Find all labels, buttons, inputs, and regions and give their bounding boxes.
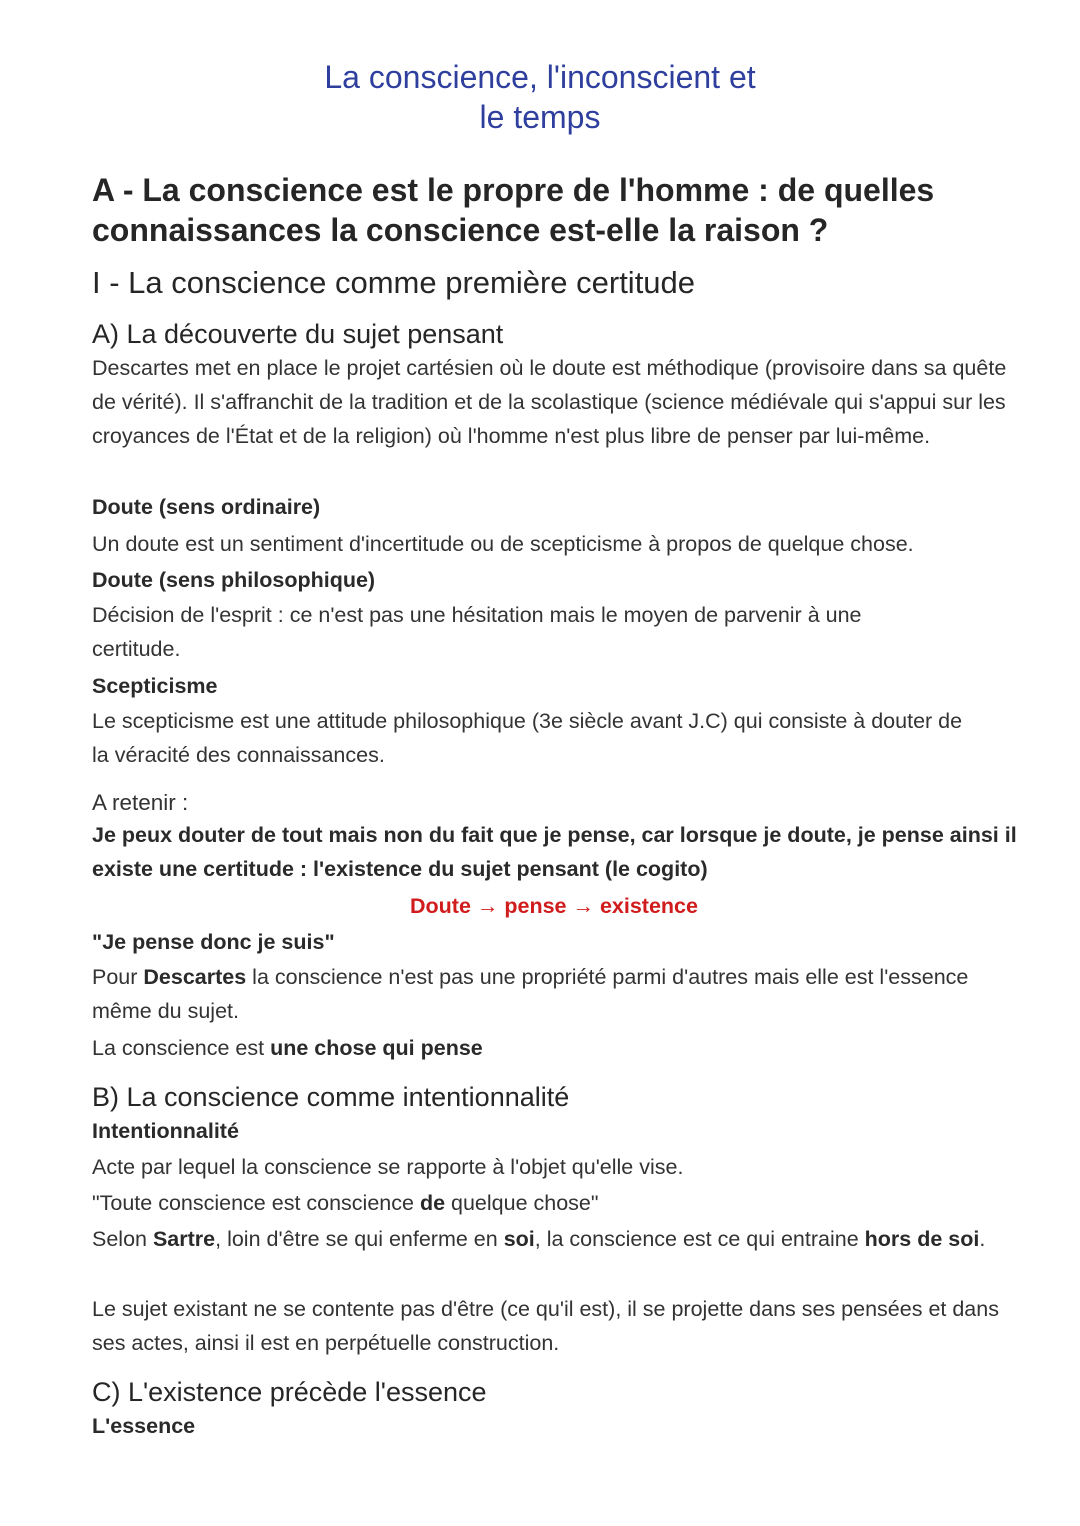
part-i-heading: I - La conscience comme première certitude [92, 265, 696, 300]
descartes-intro-paragraph: Descartes met en place le projet cartésien où le doute est méthodique (provisoire dans sa quête de vérité). Il s'affranchit de la tradition et de la scolastique (science médiévale qui s'appui sur les croyances de l'État et de la religion) où l'homme n'est plus libre de penser par lui-même. [92, 356, 1007, 448]
doute-ordinaire-term: Doute (sens ordinaire) [92, 495, 321, 519]
descartes-name: Descartes [143, 965, 247, 989]
scepticisme-term: Scepticisme [92, 674, 218, 698]
doute-philosophique-definition: Décision de l'esprit : ce n'est pas une hésitation mais le moyen de parvenir à une certitude. [92, 603, 862, 661]
document-title-line2: le temps [479, 99, 601, 135]
retenir-text: Je peux douter de tout mais non du fait que je pense, car lorsque je doute, je pense ainsi il existe une certitude : l'existence du sujet pensant (le cogito) [92, 823, 1017, 881]
chose-qui-pense-line: La conscience est une chose qui pense [92, 1036, 483, 1060]
document-title-line1: La conscience, l'inconscient et [324, 59, 756, 95]
section-a-heading: A - La conscience est le propre de l'homme : de quelles connaissances la conscience est-elle la raison ? [92, 172, 935, 248]
doute-philosophique-term: Doute (sens philosophique) [92, 568, 376, 592]
subsection-c-heading: C) L'existence précède l'essence [92, 1377, 487, 1407]
scepticisme-definition: Le scepticisme est une attitude philosophique (3e siècle avant J.C) qui consiste à douter de la véracité des connaissances. [92, 709, 963, 767]
doute-pense-existence-chain: Doute → pense → existence [410, 894, 698, 918]
sartre-paragraph: Selon Sartre, loin d'être se qui enferme en soi, la conscience est ce qui entraine hors de soi. [92, 1227, 986, 1251]
essence-term: L'essence [92, 1414, 196, 1438]
sujet-existant-paragraph: Le sujet existant ne se contente pas d'être (ce qu'il est), il se projette dans ses pensées et dans ses actes, ainsi il est en perpétuelle construction. [92, 1297, 999, 1355]
doute-ordinaire-definition: Un doute est un sentiment d'incertitude ou de scepticisme à propos de quelque chose. [92, 532, 914, 556]
subsection-a-heading: A) La découverte du sujet pensant [92, 319, 504, 349]
descartes-essence-paragraph: Pour Descartes la conscience n'est pas une propriété parmi d'autres mais elle est l'essence même du sujet. [92, 965, 969, 1023]
intentionnalite-definition: Acte par lequel la conscience se rapporte à l'objet qu'elle vise. [92, 1155, 684, 1179]
subsection-b-heading: B) La conscience comme intentionnalité [92, 1082, 570, 1112]
toute-conscience-quote: "Toute conscience est conscience de quelque chose" [92, 1191, 599, 1215]
retenir-label: A retenir : [92, 790, 189, 815]
cogito-quote: "Je pense donc je suis" [92, 930, 335, 954]
sartre-name: Sartre [152, 1227, 216, 1251]
intentionnalite-term: Intentionnalité [92, 1119, 239, 1143]
